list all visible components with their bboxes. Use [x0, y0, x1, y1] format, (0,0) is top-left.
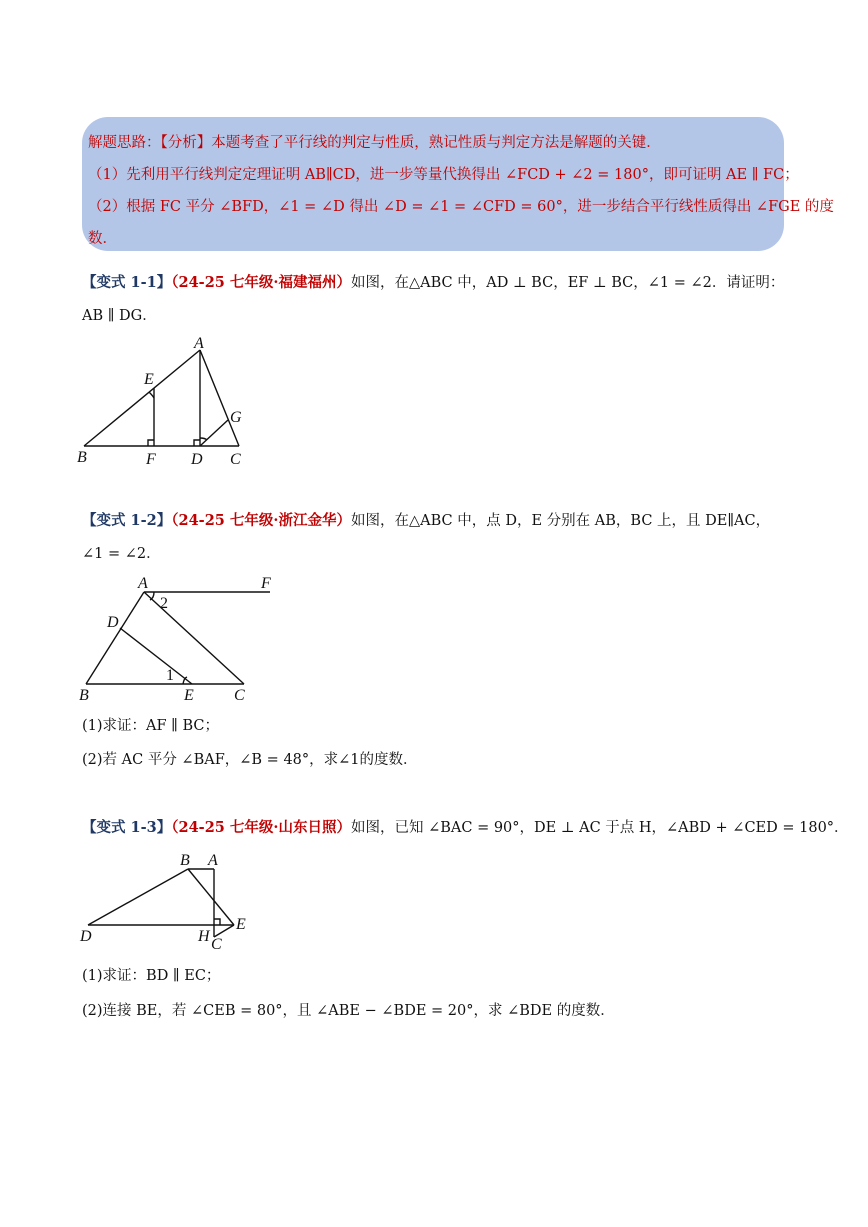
right-angle-d: [194, 440, 200, 446]
analysis-line-3: （2）根据 FC 平分 ∠BFD，∠1 = ∠D 得出 ∠D = ∠1 = ∠CFD = 60°，进一步结合平行线性质得出 ∠FGE 的度: [88, 199, 834, 215]
label-b: B: [180, 852, 190, 869]
label-h: H: [198, 928, 210, 945]
question-1-3-header: [82, 818, 849, 838]
figure-1-3: [74, 845, 264, 955]
question-source: （24-25 七年级·山东日照）: [171, 819, 351, 836]
label-f: F: [146, 451, 156, 468]
label-b: B: [77, 449, 87, 466]
analysis-line-4: 数．: [88, 231, 117, 247]
label-d: D: [107, 614, 119, 631]
segment-ba: [84, 350, 200, 446]
label-e: E: [184, 687, 194, 704]
angle-mark-1: [149, 392, 154, 398]
question-1-2-header: [82, 511, 770, 531]
figure-1-1: [74, 330, 274, 470]
label-1: 1: [166, 667, 174, 684]
question-1-2-sub-1: (1)求证：AF ∥ BC；: [82, 718, 220, 734]
label-d: D: [80, 928, 92, 945]
right-angle-f: [148, 440, 154, 446]
label-c: C: [234, 687, 245, 704]
question-1-2-sub-2: (2)若 AC 平分 ∠BAF，∠B = 48°，求∠1的度数．: [82, 752, 418, 768]
question-tag: 【变式 1-2】: [82, 512, 172, 529]
segment-db: [88, 869, 188, 925]
analysis-line-1: 解题思路：【分析】本题考查了平行线的判定与性质，熟记性质与判定方法是解题的关键．: [88, 135, 661, 151]
segment-be: [188, 869, 234, 925]
segment-ac: [144, 592, 244, 684]
question-1-3-sub-1: (1)求证：BD ∥ EC；: [82, 968, 221, 984]
question-source: （24-25 七年级·浙江金华）: [171, 512, 351, 529]
label-a: A: [208, 852, 218, 869]
question-1-1-header: [82, 273, 784, 293]
segment-de: [120, 628, 192, 684]
question-text: 如图，在△ABC 中，点 D，E 分别在 AB，BC 上，且 DE∥AC，: [350, 513, 771, 529]
label-a: A: [194, 335, 204, 352]
segment-ac: [200, 350, 239, 446]
label-f: F: [261, 575, 271, 592]
label-c: C: [230, 451, 241, 468]
question-source: （24-25 七年级·福建福州）: [171, 274, 351, 291]
analysis-line-2: （1）先利用平行线判定定理证明 AB∥CD，进一步等量代换得出 ∠FCD + ∠2 = 180°，即可证明 AE ∥ FC；: [88, 167, 799, 183]
question-tag: 【变式 1-3】: [82, 819, 172, 836]
question-1-2-line-2: ∠1 = ∠2．: [82, 546, 161, 562]
question-1-3-sub-2: (2)连接 BE，若 ∠CEB = 80°，且 ∠ABE − ∠BDE = 20°，求 ∠BDE 的度数．: [82, 1003, 615, 1019]
right-angle-h: [214, 919, 220, 925]
figure-1-2: [74, 570, 284, 706]
label-e: E: [236, 916, 246, 933]
label-e: E: [144, 371, 154, 388]
question-tag: 【变式 1-1】: [82, 274, 172, 291]
segment-dg: [200, 420, 228, 446]
label-c: C: [211, 936, 222, 953]
segment-ba: [86, 592, 144, 684]
label-2: 2: [160, 595, 168, 612]
label-b: B: [79, 687, 89, 704]
question-text: 如图，在△ABC 中，AD ⊥ BC，EF ⊥ BC，∠1 = ∠2．请证明：: [350, 275, 785, 291]
angle-mark-2: [200, 438, 207, 440]
question-1-1-line-2: AB ∥ DG．: [82, 308, 157, 324]
question-text: 如图，已知 ∠BAC = 90°，DE ⊥ AC 于点 H，∠ABD + ∠CED = 180°．: [350, 820, 849, 836]
label-g: G: [230, 409, 242, 426]
label-a: A: [138, 575, 148, 592]
label-d: D: [191, 451, 203, 468]
